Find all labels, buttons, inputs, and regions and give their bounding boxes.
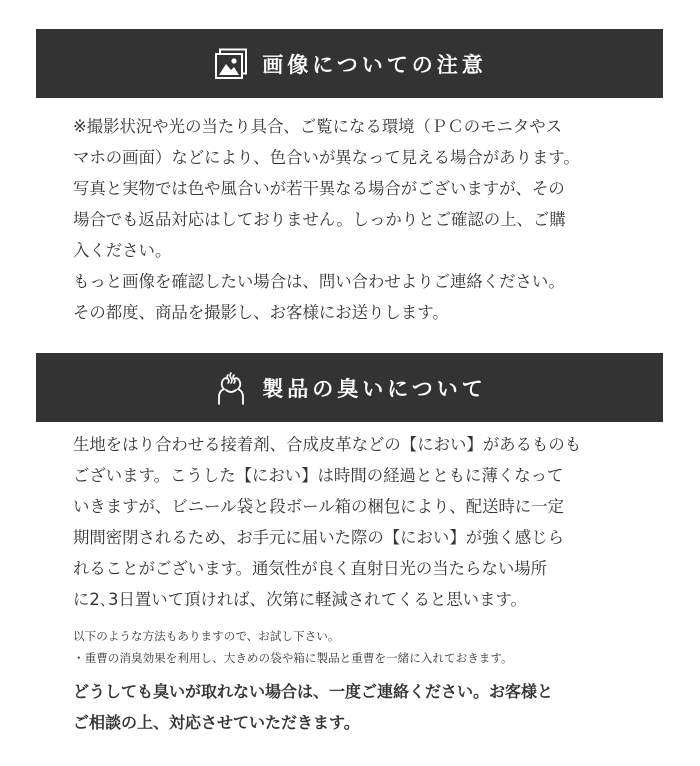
smell-icon — [212, 370, 250, 406]
text-line: 入ください。 — [73, 241, 172, 260]
contact-notice — [73, 676, 553, 738]
bold-text-line: どうしても臭いが取れない場合は、一度ご連絡ください。お客様と — [73, 682, 554, 701]
text-line: 期間密閉されるため、お手元に届いた際の【におい】が強く感じら — [73, 528, 565, 547]
text-line: れることがございます。通気性が良く直射日光の当たらない場所 — [73, 559, 548, 578]
note-intro: 以下のような方法もありますので、お試し下さい。 — [73, 629, 340, 643]
text-line: いきますが、ビニール袋と段ボール箱の梱包により、配送時に一定 — [73, 497, 565, 516]
image-icon — [212, 46, 250, 82]
text-line: ございます。こうした【におい】は時間の経過とともに薄くなって — [73, 466, 564, 485]
section-header-image-notice — [36, 29, 663, 98]
section-header-smell-notice — [36, 353, 663, 422]
text-line: ※撮影状況や光の当たり具合、ご覧になる環境（ＰＣのモニタやス — [73, 117, 563, 136]
bold-text-line: ご相談の上、対応させていただきます。 — [73, 713, 360, 732]
note-item: ・重曹の消臭効果を利用し、大きめの袋や箱に製品と重曹を一緒に入れておきます。 — [73, 651, 513, 665]
text-line: 写真と実物では色や風合いが若干異なる場合がございますが、その — [73, 179, 565, 198]
image-notice-body — [73, 111, 673, 328]
text-line: に2､3日置いて頂ければ、次第に軽減されてくると思います。 — [73, 590, 527, 609]
smell-notice-body — [73, 429, 673, 615]
text-line: 生地をはり合わせる接着剤、合成皮革などの【におい】があるものも — [73, 435, 582, 454]
section-title: 製品の臭いについて — [262, 376, 487, 401]
text-line: マホの画面）などにより、色合いが異なって見える場合があります。 — [73, 148, 580, 167]
text-line: もっと画像を確認したい場合は、問い合わせよりご連絡ください。 — [73, 272, 565, 291]
text-line: その都度、商品を撮影し、お客様にお送りします。 — [73, 303, 449, 322]
text-line: 場合でも返品対応はしておりません。しっかりとご確認の上、ご購 — [73, 210, 566, 229]
section-title: 画像についての注意 — [262, 52, 487, 77]
